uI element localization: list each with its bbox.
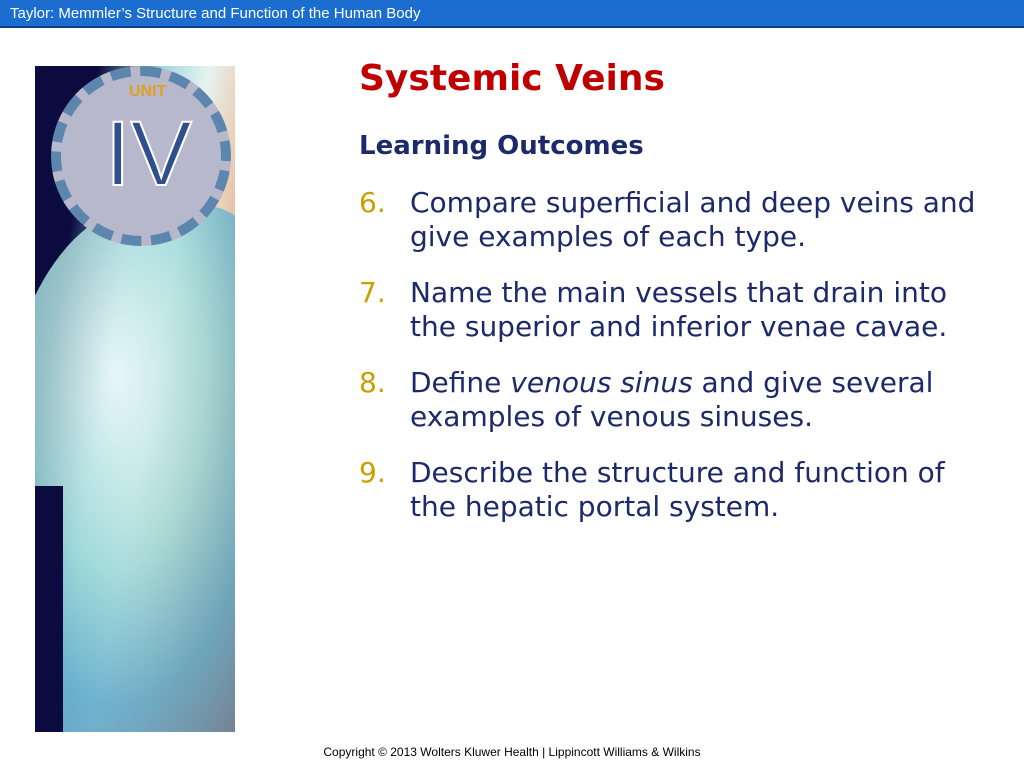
copyright: Copyright © 2013 Wolters Kluwer Health | Lippincott Williams & Wilkins	[323, 745, 701, 759]
list-item	[359, 276, 979, 344]
item-text: Name the main vessels that drain into the superior and inferior venae cavae.	[410, 276, 948, 343]
item-text: Compare superficial and deep veins and give examples of each type.	[410, 186, 976, 253]
unit-number: IV	[105, 103, 192, 205]
slide-subtitle: Learning Outcomes	[359, 131, 644, 161]
list-item	[359, 366, 979, 434]
list-item	[359, 456, 979, 524]
item-term: venous sinus	[510, 366, 693, 399]
item-text-pre: Define	[410, 366, 511, 399]
list-item	[359, 186, 979, 254]
item-number: 9.	[359, 456, 386, 489]
header-bar	[0, 0, 1024, 28]
item-number: 7.	[359, 276, 386, 309]
unit-cover-image	[35, 66, 235, 732]
anatomy-illustration	[35, 206, 235, 732]
item-text: Describe the structure and function of the hepatic portal system.	[410, 456, 945, 523]
item-number: 8.	[359, 366, 386, 399]
item-number: 6.	[359, 186, 386, 219]
outcomes-list	[359, 186, 979, 546]
item-text-post: and give several examples of venous sinuses.	[410, 366, 934, 433]
background-shade	[35, 486, 63, 732]
book-title: Taylor: Memmler’s Structure and Function of the Human Body	[10, 5, 421, 22]
slide-title: Systemic Veins	[359, 58, 665, 99]
unit-label: UNIT	[129, 83, 167, 100]
